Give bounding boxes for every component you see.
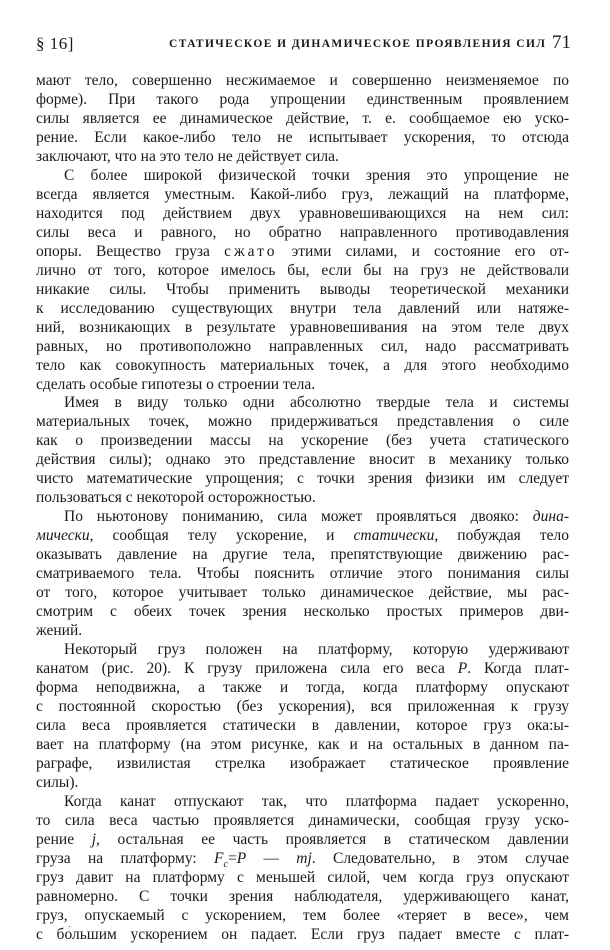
math-symbol: P [457,660,468,678]
text-line: всегда является уместным. Какой-либо груз, лежащий на платформе, [36,185,569,203]
text-line: силы). [36,773,79,791]
text-line: пользоваться с некоторой осторожностью. [36,489,316,507]
text-line: от того, которое учитывает только динамическое действие, мы рас- [36,584,569,602]
paragraph [36,793,569,945]
text-line: тело как совокупность материальных точек, а для этого необходимо [36,356,569,374]
text-line: лично от того, которое имелось бы, если бы на груз не действовали [36,261,569,279]
text-line: раграфе, извилистая стрелка изображает статическое проявление [36,754,569,772]
text-line: с постоянной скоростью (без ускорения), вся приложенная к грузу [36,697,569,715]
text-line: силы является ее динамическое действие, т. е. сообщаемое ею уско- [36,109,569,127]
paragraph [36,641,569,793]
text-line: форма неподвижна, а также и тогда, когда платформу опускают [36,679,569,696]
text-line: с бо́льшим ускорением он падает. Если груз падает вместе с плат- [36,925,569,943]
paragraph [36,508,569,641]
section-marker: § 16] [36,34,74,53]
text-line: действия силы); однако это представление вносит в механику только [36,451,569,469]
text-line: к исследованию существующих внутри тела давлений или натяже- [36,299,569,317]
paragraph [36,394,569,508]
text-line: сила веса проявляется статически в давлении, которое груз ока:ы- [36,716,569,734]
text-line: вает на платформу (на этом рисунке, как и на остальных в данном па- [36,735,569,753]
text-line: чисто математические упрощения; с точки зрения физики им следует [36,470,569,488]
text-line: С более широкой физической точки зрения это упрощение не [64,166,569,184]
text-line: жений. [36,622,83,640]
text-line: По ньютонову пониманию, сила может проявляться двояко: дина- [64,508,569,526]
text-line: Некоторый груз положен на платформу, которую удерживают [64,641,569,659]
text-line: равных, но противоположно направленных сил, надо рассматривать [36,337,569,355]
text-line: равномерно. С точки зрения наблюдателя, удерживающего канат, [36,887,569,905]
text-line: груз, опускаемый с ускорением, тем более «теряет в весе», чем [36,906,569,924]
text-line: форме). При такого рода упрощении единственным проявлением [36,90,569,108]
page-number: 71 [552,32,571,53]
text-line: мически, сообщая телу ускорение, и статически, побуждая тело [36,527,569,545]
text-line: как о произведении массы на ускорение (без учета статического [36,432,569,450]
body-text [36,72,569,945]
text-line: Имея в виду только одни абсолютно твердые тела и системы [64,394,569,412]
text-line: сматриваемого тела. Чтобы пояснить отличие этого понимания силы [36,565,569,583]
chapter-title: СТАТИЧЕСКОЕ И ДИНАМИЧЕСКОЕ ПРОЯВЛЕНИЯ СИЛ [169,38,547,50]
text-line: мают тело, совершенно несжимаемое и совершенно неизменяемое по [36,72,569,89]
paragraph [36,72,569,167]
text-line: материальных точек, можно придерживаться представления о силе [36,413,569,431]
text-line: смотрим с обеих точек зрения несколько простых примеров дви- [36,603,569,621]
text-line: опоры. Вещество груза сжато этими силами, и состояние его от- [36,242,569,260]
text-line: сделать особые гипотезы о строении тела. [36,375,316,393]
italic-term: статически [353,527,435,545]
spaced-emphasis: сжато [224,242,278,260]
running-head [36,32,571,58]
math-symbol: j [91,830,97,848]
text-line: рение. Если какое-либо тело не испытывает ускорения, то отсюда [36,128,569,146]
text-line: груза на платформу: $F_c=P$ — mj. Следовательно, в этом случае [36,849,569,869]
text-line: оказывать давление на другие тела, препятствующие движению рас- [36,546,569,564]
text-line: находится под действием двух уравновешивающихся на нем сил: [36,204,569,222]
text-line: Когда канат отпускают так, что платформа падает ускоренно, [64,792,569,810]
text-line: груз давит на платформу с меньшей силой, чем когда груз опускают [36,868,569,886]
text-line: заключают, что на это тело не действует сила. [36,147,339,165]
text-line: рение j, остальная ее часть проявляется в статическом давлении [36,830,569,848]
italic-term: дина- [532,508,569,526]
text-line: то сила веса частью проявляется динамически, сообщая грузу уско- [36,811,569,829]
text-line: канатом (рис. 20). К грузу приложена сила его веса P. Когда плат- [36,660,569,678]
formula: $F_c=P$ — mj [214,849,312,869]
text-line: ний, возникающих в результате уравновешивания на этом теле двух [36,318,569,336]
text-line: никакие силы. Чтобы применить выводы теоретической механики [36,280,569,298]
paragraph [36,167,569,395]
italic-term: мически [36,527,90,545]
text-line: силы веса и равного, но обратно направленного противодавления [36,223,569,241]
